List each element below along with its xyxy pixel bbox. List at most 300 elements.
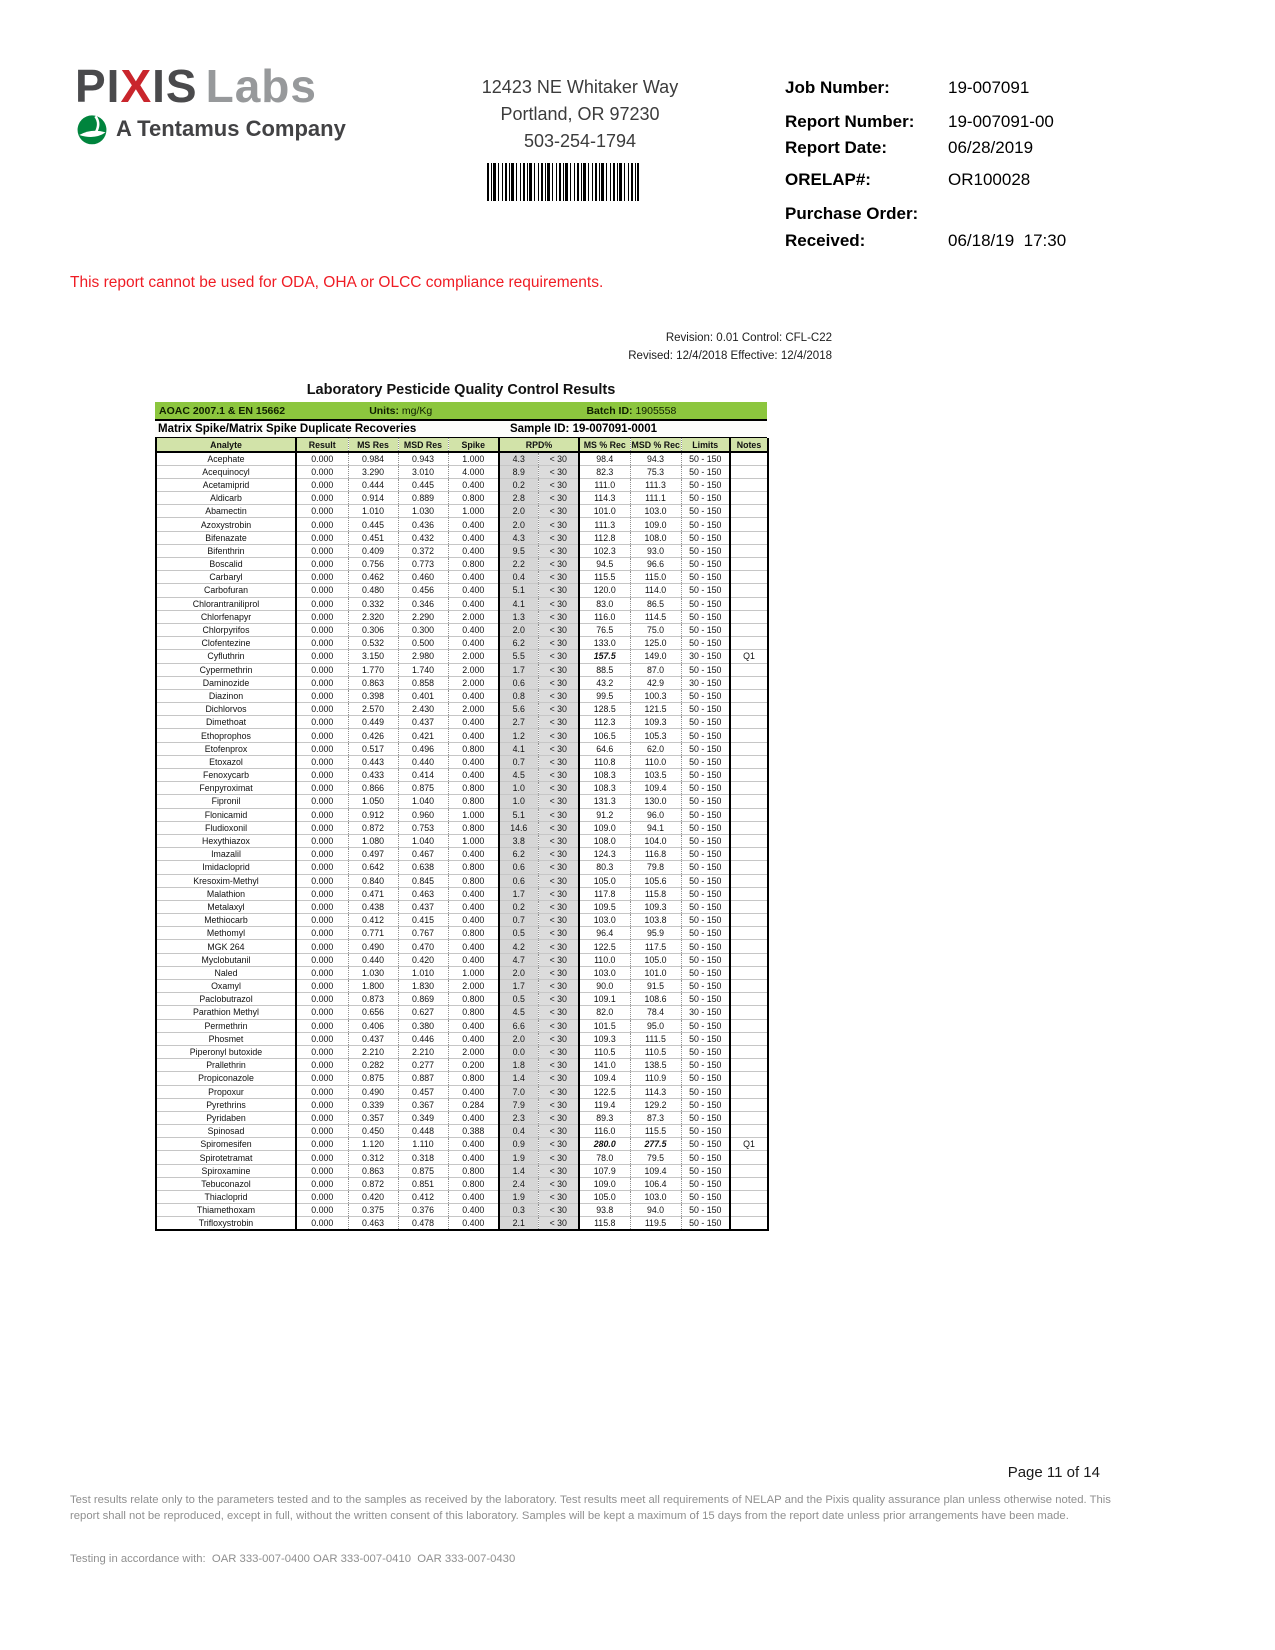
value-cell: 105.0 (579, 1191, 630, 1204)
value-cell: 0.960 (398, 808, 448, 821)
value-cell (730, 716, 768, 729)
table-row (156, 1111, 768, 1124)
value-cell: 0.000 (296, 703, 348, 716)
value-cell: 0.000 (296, 558, 348, 571)
value-cell: 95.9 (630, 927, 681, 940)
value-cell (730, 729, 768, 742)
address-line-2: Portland, OR 97230 (500, 104, 660, 124)
value-cell: 2.000 (448, 1045, 499, 1058)
value-cell: 121.5 (630, 703, 681, 716)
value-cell: 0.851 (398, 1177, 448, 1190)
value-cell: 0.000 (296, 874, 348, 887)
value-cell: 0.800 (448, 742, 499, 755)
value-cell: < 30 (538, 452, 579, 465)
value-cell: 50 - 150 (681, 755, 730, 768)
value-cell: 0.357 (348, 1111, 398, 1124)
value-cell: 2.0 (499, 505, 538, 518)
value-cell: 0.000 (296, 531, 348, 544)
value-cell (730, 1006, 768, 1019)
table-row (156, 821, 768, 834)
value-cell: 0.889 (398, 492, 448, 505)
value-cell: 120.0 (579, 584, 630, 597)
value-cell: 2.000 (448, 610, 499, 623)
value-cell: 0.000 (296, 650, 348, 663)
info-row-job-number (785, 78, 1215, 98)
value-cell: 0.000 (296, 1177, 348, 1190)
analyte-cell: Bifenazate (156, 531, 296, 544)
value-cell: 2.000 (448, 676, 499, 689)
analyte-cell: Dimethoat (156, 716, 296, 729)
value-cell: 110.0 (579, 953, 630, 966)
value-cell: 109.4 (630, 1164, 681, 1177)
qc-method-bar (155, 402, 767, 419)
value-cell: 0.000 (296, 1085, 348, 1098)
value-cell: 50 - 150 (681, 544, 730, 557)
value-cell: 0.282 (348, 1059, 398, 1072)
value-cell (730, 848, 768, 861)
value-cell (730, 1125, 768, 1138)
value-cell: 103.0 (579, 914, 630, 927)
value-cell: 50 - 150 (681, 492, 730, 505)
analyte-cell: Imidacloprid (156, 861, 296, 874)
value-cell: 2.210 (398, 1045, 448, 1058)
value-cell: 1.040 (398, 834, 448, 847)
value-cell: 115.5 (579, 571, 630, 584)
value-cell: 0.436 (398, 518, 448, 531)
value-cell: 0.400 (448, 1191, 499, 1204)
value-cell: 0.000 (296, 610, 348, 623)
value-cell: 0.450 (348, 1125, 398, 1138)
units-field (369, 405, 586, 417)
value-cell: 0.872 (348, 1177, 398, 1190)
received-label: Received: (785, 231, 866, 250)
value-cell: 50 - 150 (681, 478, 730, 491)
value-cell: 0.470 (398, 940, 448, 953)
value-cell: < 30 (538, 1085, 579, 1098)
analyte-cell: Malathion (156, 887, 296, 900)
value-cell: 0.800 (448, 927, 499, 940)
table-row (156, 1072, 768, 1085)
value-cell: 0.412 (348, 914, 398, 927)
value-cell: < 30 (538, 703, 579, 716)
table-row (156, 834, 768, 847)
value-cell: 89.3 (579, 1111, 630, 1124)
analyte-cell: Naled (156, 966, 296, 979)
table-row (156, 1085, 768, 1098)
value-cell: 1.010 (348, 505, 398, 518)
value-cell: 111.3 (630, 478, 681, 491)
logo-text-is: IS (152, 60, 198, 112)
value-cell: 50 - 150 (681, 966, 730, 979)
value-cell: 90.0 (579, 980, 630, 993)
table-row (156, 505, 768, 518)
value-cell: 50 - 150 (681, 940, 730, 953)
analyte-cell: Paclobutrazol (156, 993, 296, 1006)
table-row (156, 478, 768, 491)
value-cell: 50 - 150 (681, 610, 730, 623)
value-cell: 50 - 150 (681, 834, 730, 847)
column-header-row (156, 438, 768, 452)
value-cell: 0.000 (296, 584, 348, 597)
value-cell: 2.000 (448, 703, 499, 716)
logo-text-x: X (120, 60, 153, 112)
value-cell: 106.4 (630, 1177, 681, 1190)
value-cell: 64.6 (579, 742, 630, 755)
value-cell: 0.875 (398, 1164, 448, 1177)
value-cell: 0.400 (448, 1138, 499, 1151)
logo-tagline: A Tentamus Company (116, 116, 346, 141)
value-cell: 1.110 (398, 1138, 448, 1151)
analyte-cell: Acetamiprid (156, 478, 296, 491)
value-cell: 50 - 150 (681, 584, 730, 597)
value-cell: 0.000 (296, 1191, 348, 1204)
analyte-cell: Methiocarb (156, 914, 296, 927)
address-line-3: 503-254-1794 (523, 131, 637, 151)
value-cell: 122.5 (579, 1085, 630, 1098)
value-cell: 111.5 (630, 1032, 681, 1045)
value-cell: 104.0 (630, 834, 681, 847)
value-cell: < 30 (538, 571, 579, 584)
value-cell: 108.0 (579, 834, 630, 847)
value-cell: 0.627 (398, 1006, 448, 1019)
value-cell: 0.400 (448, 1111, 499, 1124)
section-title: Matrix Spike/Matrix Spike Duplicate Recoveries (158, 423, 417, 435)
value-cell: 0.284 (448, 1098, 499, 1111)
analyte-cell: Propoxur (156, 1085, 296, 1098)
value-cell: 94.3 (630, 452, 681, 465)
table-row (156, 742, 768, 755)
value-cell: 115.8 (630, 887, 681, 900)
value-cell: 50 - 150 (681, 729, 730, 742)
value-cell: 50 - 150 (681, 623, 730, 636)
value-cell: 0.000 (296, 1217, 348, 1230)
value-cell: 0.400 (448, 887, 499, 900)
value-cell: 0.6 (499, 676, 538, 689)
value-cell: 0.500 (398, 637, 448, 650)
value-cell: 0.000 (296, 1111, 348, 1124)
table-row (156, 623, 768, 636)
value-cell: 2.1 (499, 1217, 538, 1230)
value-cell: 1.0 (499, 795, 538, 808)
value-cell: 0.300 (398, 623, 448, 636)
value-cell: 114.5 (630, 610, 681, 623)
value-cell: 0.756 (348, 558, 398, 571)
value-cell: 0.000 (296, 808, 348, 821)
page-number: Page 11 of 14 (1007, 1464, 1100, 1481)
value-cell (730, 1072, 768, 1085)
table-row (156, 452, 768, 465)
value-cell: 110.5 (579, 1045, 630, 1058)
value-cell: 4.3 (499, 531, 538, 544)
value-cell: 0.773 (398, 558, 448, 571)
table-row (156, 531, 768, 544)
table-row (156, 663, 768, 676)
value-cell: 83.0 (579, 597, 630, 610)
qc-results-table (155, 438, 769, 1231)
table-row (156, 676, 768, 689)
value-cell: 0.000 (296, 1098, 348, 1111)
table-row (156, 900, 768, 913)
value-cell: 50 - 150 (681, 1072, 730, 1085)
value-cell (730, 703, 768, 716)
value-cell (730, 1111, 768, 1124)
value-cell (730, 769, 768, 782)
value-cell: 0.5 (499, 993, 538, 1006)
table-row (156, 1045, 768, 1058)
value-cell: 0.400 (448, 1204, 499, 1217)
value-cell: 6.2 (499, 848, 538, 861)
value-cell: 0.000 (296, 848, 348, 861)
orelap-label: ORELAP#: (785, 170, 871, 189)
value-cell: 0.000 (296, 1138, 348, 1151)
value-cell: 0.420 (398, 953, 448, 966)
value-cell: 0.767 (398, 927, 448, 940)
value-cell: 105.6 (630, 874, 681, 887)
info-row-purchase-order (785, 204, 1215, 224)
value-cell: 0.349 (398, 1111, 448, 1124)
value-cell: 9.5 (499, 544, 538, 557)
value-cell: 0.000 (296, 478, 348, 491)
value-cell: 125.0 (630, 637, 681, 650)
value-cell (730, 1191, 768, 1204)
value-cell: 50 - 150 (681, 914, 730, 927)
value-cell: 3.150 (348, 650, 398, 663)
value-cell (730, 663, 768, 676)
value-cell: 0.398 (348, 689, 398, 702)
analyte-cell: Abamectin (156, 505, 296, 518)
analyte-cell: Boscalid (156, 558, 296, 571)
col-header-ms-res: MS Res (348, 438, 398, 452)
table-row (156, 544, 768, 557)
value-cell: 0.863 (348, 1164, 398, 1177)
value-cell: 96.6 (630, 558, 681, 571)
analyte-cell: Parathion Methyl (156, 1006, 296, 1019)
value-cell: 4.000 (448, 465, 499, 478)
value-cell: 128.5 (579, 703, 630, 716)
value-cell: 50 - 150 (681, 1032, 730, 1045)
report-number-label: Report Number: (785, 112, 915, 131)
table-row (156, 584, 768, 597)
analyte-cell: Pyridaben (156, 1111, 296, 1124)
value-cell: 0.800 (448, 874, 499, 887)
value-cell: 88.5 (579, 663, 630, 676)
col-header-result: Result (296, 438, 348, 452)
value-cell: 0.000 (296, 940, 348, 953)
value-cell: 50 - 150 (681, 795, 730, 808)
table-row (156, 953, 768, 966)
value-cell: < 30 (538, 848, 579, 861)
value-cell (730, 452, 768, 465)
value-cell (730, 1045, 768, 1058)
value-cell: 0.400 (448, 518, 499, 531)
logo-text-labs: Labs (205, 60, 317, 112)
value-cell: 5.6 (499, 703, 538, 716)
value-cell: < 30 (538, 1111, 579, 1124)
value-cell: 2.000 (448, 980, 499, 993)
value-cell: 42.9 (630, 676, 681, 689)
value-cell: 2.000 (448, 663, 499, 676)
value-cell: 115.5 (630, 1125, 681, 1138)
value-cell: 80.3 (579, 861, 630, 874)
value-cell: < 30 (538, 505, 579, 518)
value-cell: 91.5 (630, 980, 681, 993)
value-cell: 0.000 (296, 505, 348, 518)
value-cell (730, 821, 768, 834)
value-cell: 109.3 (630, 900, 681, 913)
value-cell: < 30 (538, 1164, 579, 1177)
value-cell: 0.421 (398, 729, 448, 742)
analyte-cell: Carbaryl (156, 571, 296, 584)
value-cell (730, 1059, 768, 1072)
value-cell: 0.400 (448, 637, 499, 650)
analyte-cell: Dichlorvos (156, 703, 296, 716)
value-cell: 0.318 (398, 1151, 448, 1164)
value-cell: 50 - 150 (681, 663, 730, 676)
value-cell: 0.420 (348, 1191, 398, 1204)
table-row (156, 808, 768, 821)
value-cell: 50 - 150 (681, 1191, 730, 1204)
value-cell (730, 571, 768, 584)
table-row (156, 1098, 768, 1111)
value-cell: 2.7 (499, 716, 538, 729)
value-cell: 0.800 (448, 821, 499, 834)
value-cell: 0.400 (448, 900, 499, 913)
value-cell: 50 - 150 (681, 1204, 730, 1217)
value-cell: 87.3 (630, 1111, 681, 1124)
value-cell: 0.400 (448, 544, 499, 557)
value-cell: 2.3 (499, 1111, 538, 1124)
value-cell: 93.0 (630, 544, 681, 557)
value-cell: 141.0 (579, 1059, 630, 1072)
table-row (156, 848, 768, 861)
value-cell: 0.000 (296, 571, 348, 584)
value-cell: 0.400 (448, 1151, 499, 1164)
value-cell: 96.4 (579, 927, 630, 940)
value-cell: 109.0 (579, 1177, 630, 1190)
value-cell: 0.000 (296, 1032, 348, 1045)
value-cell: 50 - 150 (681, 1111, 730, 1124)
value-cell: < 30 (538, 1098, 579, 1111)
orelap-value: OR100028 (948, 170, 1031, 189)
value-cell: 0.400 (448, 478, 499, 491)
batch-id-label: Batch ID: (586, 404, 633, 417)
value-cell: 0.440 (348, 953, 398, 966)
info-row-received (785, 231, 1215, 251)
value-cell: 0.372 (398, 544, 448, 557)
value-cell: 129.2 (630, 1098, 681, 1111)
value-cell: 111.1 (630, 492, 681, 505)
value-cell: 0.000 (296, 1125, 348, 1138)
analyte-cell: Tebuconazol (156, 1177, 296, 1190)
value-cell: 0.200 (448, 1059, 499, 1072)
value-cell: 0.6 (499, 861, 538, 874)
value-cell: 108.0 (630, 531, 681, 544)
value-cell: 50 - 150 (681, 861, 730, 874)
value-cell: 0.642 (348, 861, 398, 874)
value-cell: 0.984 (348, 452, 398, 465)
table-row (156, 703, 768, 716)
value-cell: 108.6 (630, 993, 681, 1006)
value-cell: 0.000 (296, 623, 348, 636)
value-cell: 2.0 (499, 518, 538, 531)
value-cell: 2.8 (499, 492, 538, 505)
value-cell: 50 - 150 (681, 1177, 730, 1190)
table-row (156, 1177, 768, 1190)
value-cell: < 30 (538, 637, 579, 650)
value-cell: 0.000 (296, 1072, 348, 1085)
value-cell: < 30 (538, 729, 579, 742)
value-cell (730, 531, 768, 544)
value-cell: 101.0 (579, 505, 630, 518)
value-cell: 280.0 (579, 1138, 630, 1151)
value-cell: 0.467 (398, 848, 448, 861)
table-row (156, 1125, 768, 1138)
batch-field (586, 405, 767, 417)
analyte-cell: Ethoprophos (156, 729, 296, 742)
value-cell: 1.040 (398, 795, 448, 808)
revision-effective-line: Revised: 12/4/2018 Effective: 12/4/2018 (628, 350, 832, 362)
value-cell: 3.290 (348, 465, 398, 478)
value-cell: 2.0 (499, 966, 538, 979)
value-cell: 0.800 (448, 782, 499, 795)
compliance-notice: This report cannot be used for ODA, OHA or OLCC compliance requirements. (70, 274, 604, 291)
value-cell: 0.6 (499, 874, 538, 887)
value-cell: 1.030 (398, 505, 448, 518)
value-cell: 0.457 (398, 1085, 448, 1098)
value-cell: 110.8 (579, 755, 630, 768)
value-cell: 1.9 (499, 1191, 538, 1204)
value-cell: 0.771 (348, 927, 398, 940)
value-cell: 131.3 (579, 795, 630, 808)
value-cell: 4.5 (499, 769, 538, 782)
value-cell: 0.000 (296, 769, 348, 782)
value-cell: 0.426 (348, 729, 398, 742)
value-cell: < 30 (538, 782, 579, 795)
value-cell: 0.490 (348, 1085, 398, 1098)
table-row (156, 782, 768, 795)
value-cell (730, 597, 768, 610)
value-cell: < 30 (538, 900, 579, 913)
value-cell: 0.000 (296, 782, 348, 795)
value-cell: 103.0 (579, 966, 630, 979)
value-cell: 0.400 (448, 848, 499, 861)
value-cell: 0.451 (348, 531, 398, 544)
value-cell: 0.000 (296, 544, 348, 557)
value-cell: < 30 (538, 1072, 579, 1085)
value-cell: 109.4 (630, 782, 681, 795)
value-cell (730, 742, 768, 755)
value-cell: 0.7 (499, 914, 538, 927)
value-cell: 50 - 150 (681, 953, 730, 966)
col-header-msd-rec: MSD % Rec (630, 438, 681, 452)
value-cell: 50 - 150 (681, 518, 730, 531)
value-cell: 110.0 (630, 755, 681, 768)
value-cell: 0.875 (398, 782, 448, 795)
table-row (156, 571, 768, 584)
value-cell: 0.000 (296, 821, 348, 834)
value-cell: 0.400 (448, 584, 499, 597)
value-cell: 0.873 (348, 993, 398, 1006)
value-cell (730, 940, 768, 953)
value-cell: 0.460 (398, 571, 448, 584)
value-cell: 1.000 (448, 808, 499, 821)
table-row (156, 1059, 768, 1072)
value-cell: 0.912 (348, 808, 398, 821)
value-cell: 1.000 (448, 966, 499, 979)
value-cell: 0.000 (296, 452, 348, 465)
value-cell: 0.400 (448, 571, 499, 584)
value-cell: 110.5 (630, 1045, 681, 1058)
